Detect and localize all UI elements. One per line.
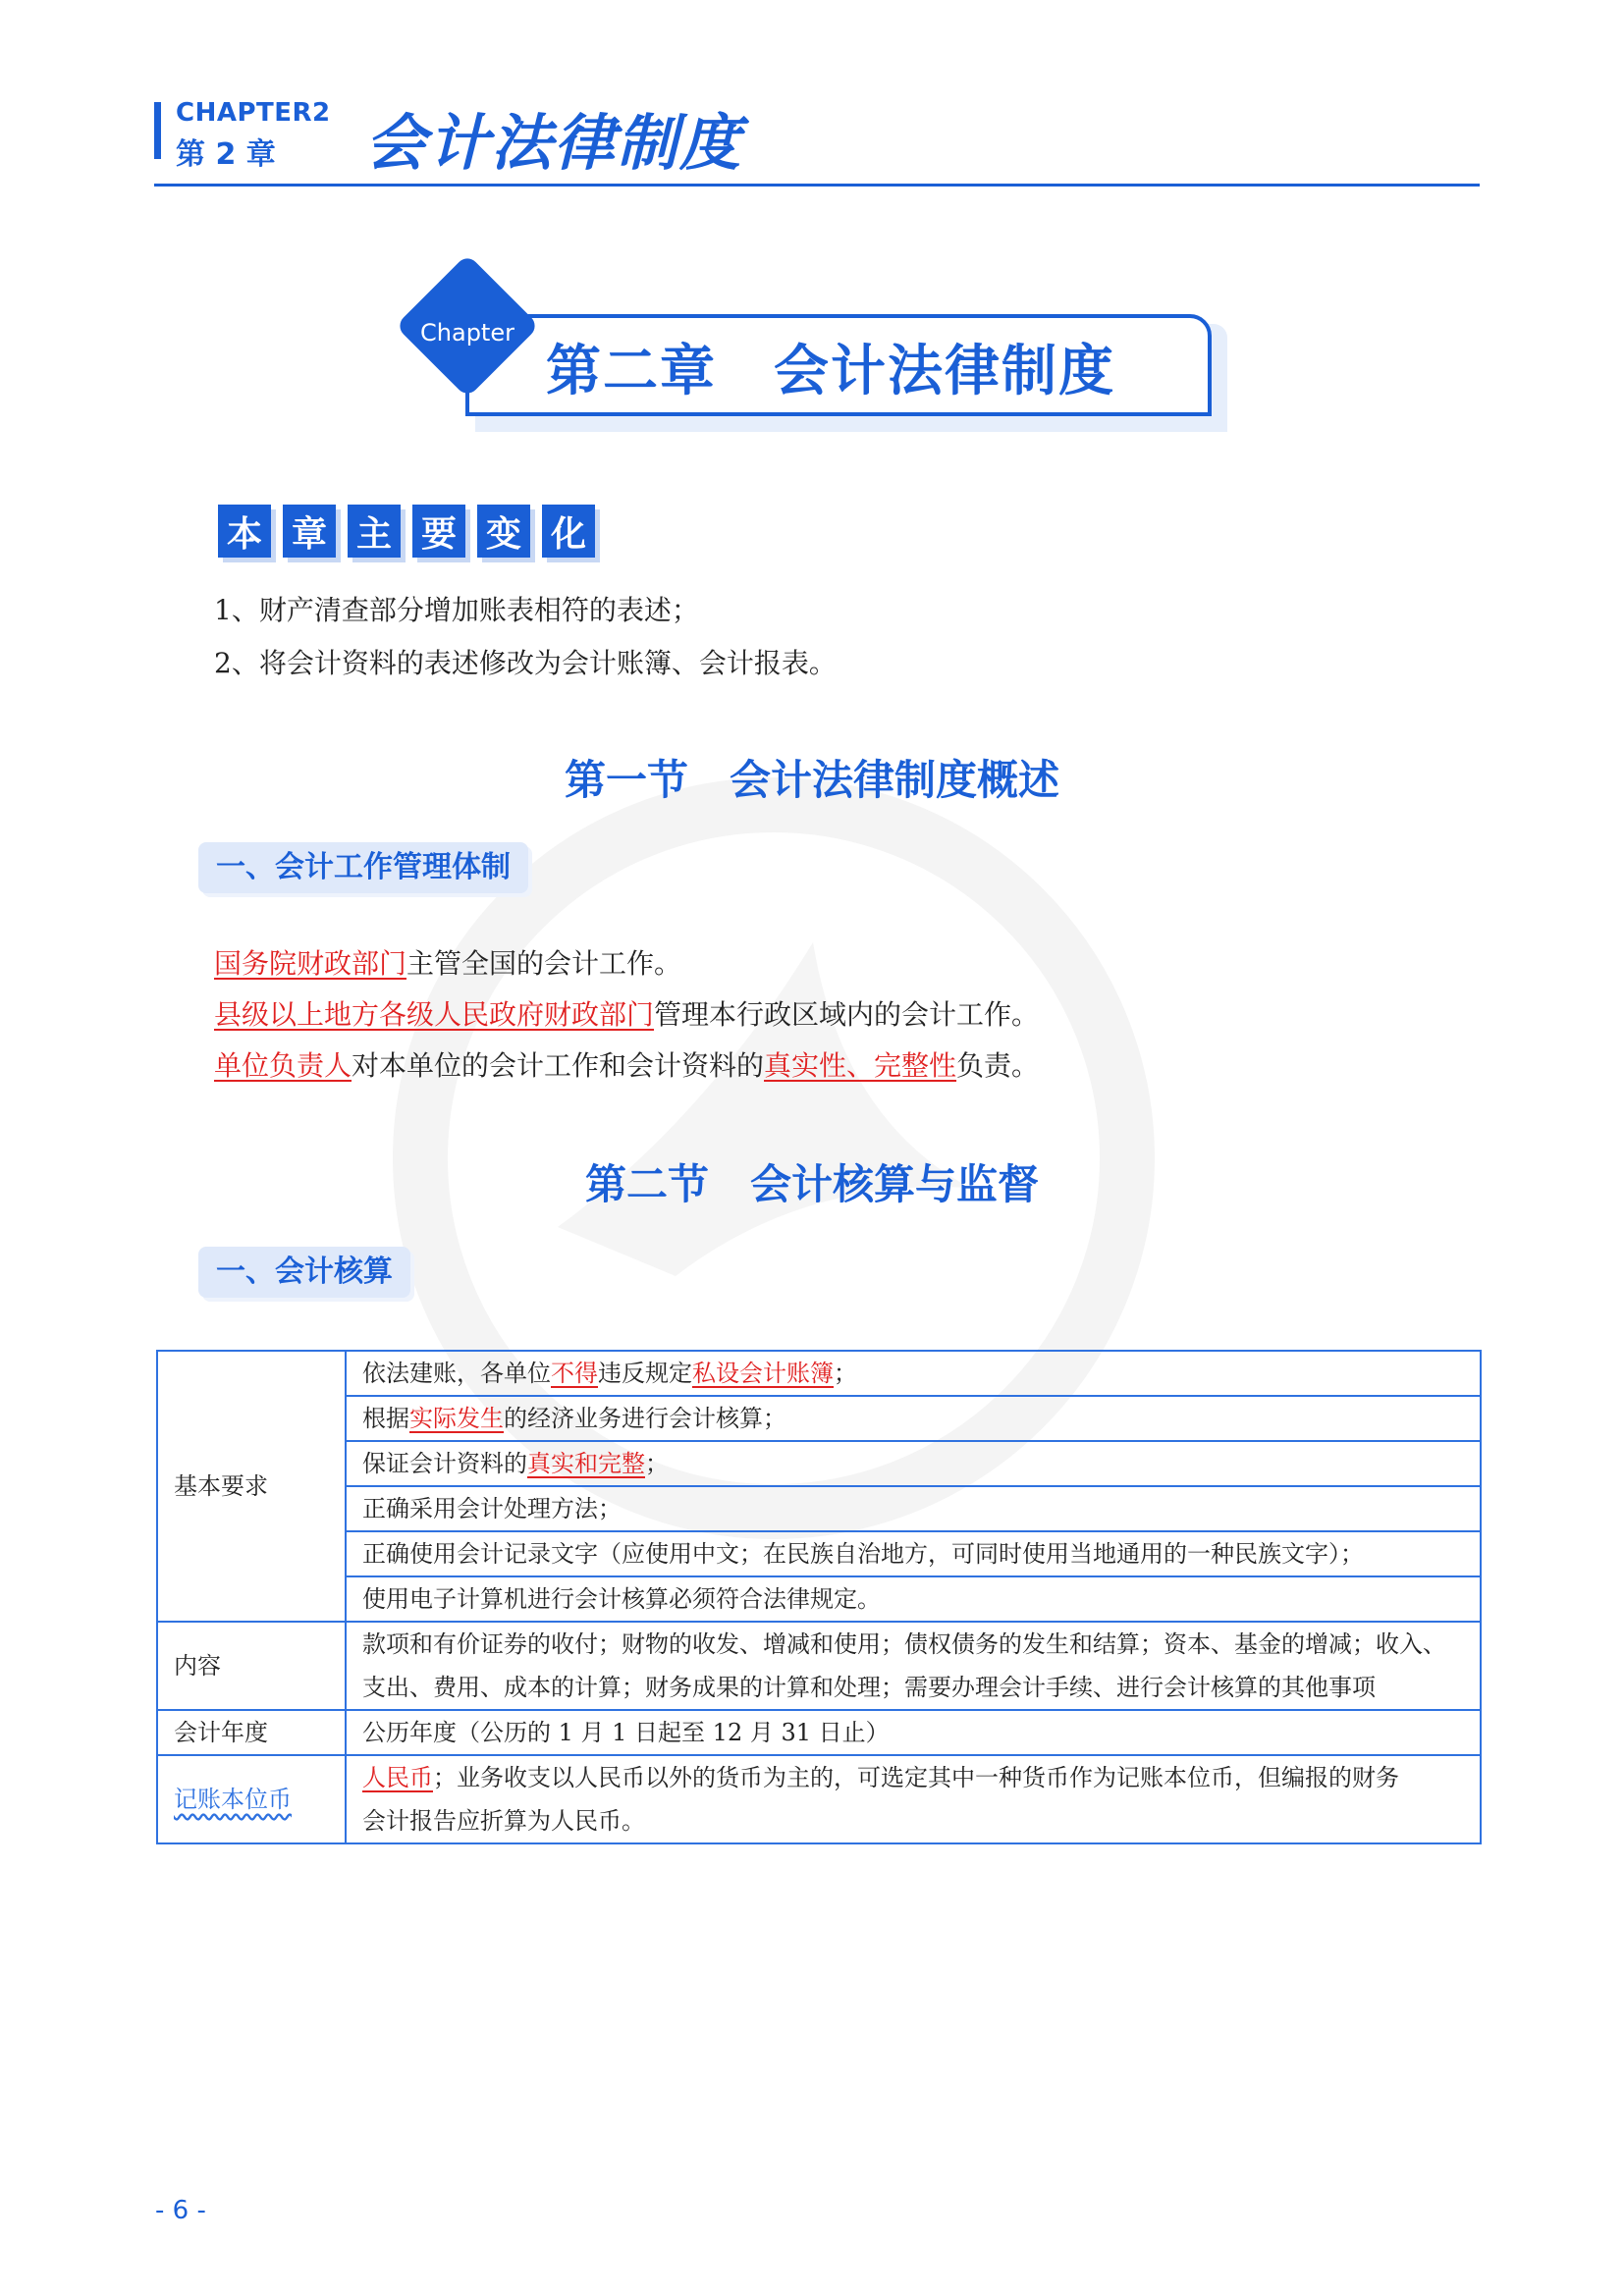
- change-char: 化: [542, 505, 595, 558]
- highlight-term: 实际发生: [409, 1405, 504, 1432]
- rule-text: 管理本行政区域内的会计工作。: [654, 998, 1040, 1031]
- page-number: - 6 -: [155, 2196, 206, 2225]
- table-label-cell: 会计年度: [157, 1710, 346, 1755]
- chapter-banner-title: 第二章 会计法律制度: [546, 339, 1115, 403]
- highlight-term: 私设会计账簿: [692, 1360, 834, 1387]
- rule-line-1: [214, 942, 681, 982]
- highlight-term: 人民币: [362, 1764, 433, 1791]
- table-row: [157, 1486, 1481, 1531]
- change-char: 变: [477, 505, 530, 558]
- table-cell: 款项和有价证券的收付；财物的收发、增减和使用；债权债务的发生和结算；资本、基金的增减；收入、 支出、费用、成本的计算；财务成果的计算和处理；需要办理会计手续、进行会计核算的其他事项: [346, 1622, 1481, 1710]
- header-chapter-number: 第 2 章: [176, 137, 276, 172]
- change-char: 章: [283, 505, 336, 558]
- highlight-term: 国务院财政部门: [214, 947, 407, 980]
- table-cell: 正确采用会计处理方法；: [346, 1486, 1481, 1531]
- rule-line-3: [214, 1044, 1039, 1084]
- change-char: 主: [348, 505, 401, 558]
- rule-text: 主管全国的会计工作。: [406, 947, 682, 980]
- change-item-2: 2、将会计资料的表述修改为会计账簿、会计报表。: [214, 647, 837, 679]
- table-row: [157, 1755, 1481, 1843]
- change-char: 要: [412, 505, 465, 558]
- highlight-term: 不得: [551, 1360, 598, 1387]
- table-row: [157, 1351, 1481, 1396]
- table-row: [157, 1576, 1481, 1622]
- table-row: [157, 1710, 1481, 1755]
- table-cell: 人民币；业务收支以人民币以外的货币为主的，可选定其中一种货币作为记账本位币，但编报的财务 会计报告应折算为人民币。: [346, 1755, 1481, 1843]
- section-2-title: 第二节 会计核算与监督: [584, 1160, 1039, 1208]
- table-row: [157, 1622, 1481, 1710]
- table-row: [157, 1531, 1481, 1576]
- header-chapter-label: CHAPTER2: [176, 98, 331, 128]
- table-row: [157, 1396, 1481, 1441]
- accounting-table: [156, 1350, 1482, 1844]
- table-cell: 正确使用会计记录文字（应使用中文；在民族自治地方，可同时使用当地通用的一种民族文字）；: [346, 1531, 1481, 1576]
- rule-text: 对本单位的会计工作和会计资料的: [352, 1049, 765, 1082]
- table-row: [157, 1441, 1481, 1486]
- highlight-term: 记账本位币: [174, 1786, 292, 1813]
- highlight-term: 真实性、完整性: [764, 1049, 957, 1082]
- change-item-1: 1、财产清查部分增加账表相符的表述；: [214, 594, 699, 626]
- chapter-badge-label: Chapter: [420, 319, 514, 347]
- header-divider: [154, 184, 1480, 187]
- table-cell: 依法建账，各单位不得违反规定私设会计账簿；: [346, 1351, 1481, 1396]
- rule-text: 负责。: [956, 1049, 1040, 1082]
- table-cell: 根据实际发生的经济业务进行会计核算；: [346, 1396, 1481, 1441]
- table-cell: 使用电子计算机进行会计核算必须符合法律规定。: [346, 1576, 1481, 1622]
- section-1-subheading: 一、会计工作管理体制: [198, 842, 528, 893]
- change-char: 本: [218, 505, 271, 558]
- section-1-title: 第一节 会计法律制度概述: [564, 756, 1059, 804]
- table-label-cell: 基本要求: [157, 1351, 346, 1622]
- table-label-cell: [157, 1755, 346, 1843]
- header-title: 会计法律制度: [365, 107, 743, 179]
- table-cell: 公历年度（公历的 1 月 1 日起至 12 月 31 日止）: [346, 1710, 1481, 1755]
- section-2-subheading: 一、会计核算: [198, 1247, 410, 1298]
- table-cell: 保证会计资料的真实和完整；: [346, 1441, 1481, 1486]
- main-changes-heading: [218, 505, 595, 558]
- header-accent-bar: [154, 102, 161, 159]
- rule-line-2: [214, 993, 1039, 1033]
- highlight-term: 县级以上地方各级人民政府财政部门: [214, 998, 655, 1031]
- highlight-term: 单位负责人: [214, 1049, 352, 1082]
- table-label-cell: 内容: [157, 1622, 346, 1710]
- highlight-term: 真实和完整: [527, 1450, 645, 1477]
